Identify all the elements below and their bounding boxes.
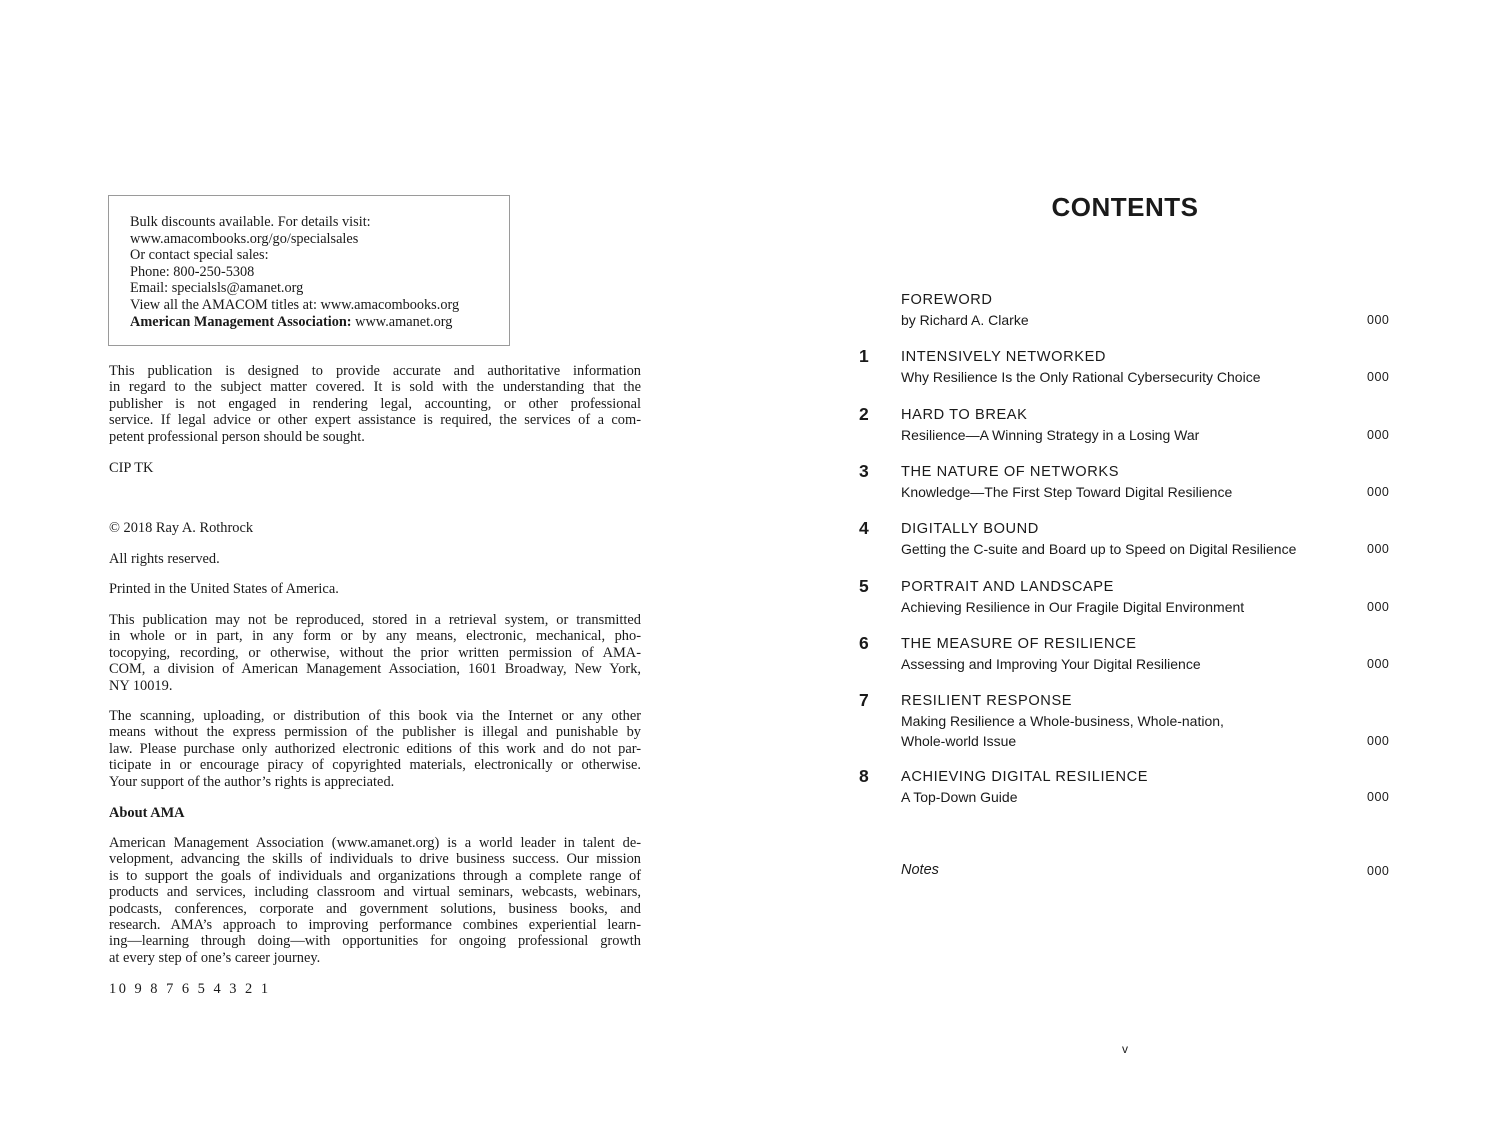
toc-entry-chapter-2[interactable] bbox=[859, 404, 1391, 445]
printed-in: Printed in the United States of America. bbox=[109, 581, 339, 597]
chapter-number: 6 bbox=[859, 633, 869, 653]
entry-title: FOREWORD bbox=[901, 292, 993, 308]
cip-text: CIP TK bbox=[109, 460, 154, 476]
entry-page-number: 000 bbox=[1367, 428, 1390, 442]
entry-subtitle: by Richard A. Clarke bbox=[901, 312, 1029, 328]
text-line: service. If legal advice or other expert assistance is required, the services of a com- bbox=[109, 412, 641, 429]
text-line: COM, a division of American Management Association, 1601 Broadway, New York, bbox=[109, 661, 641, 678]
toc-entry-foreword[interactable] bbox=[901, 291, 1391, 330]
text-line: at every step of one’s career journey. bbox=[109, 949, 321, 966]
disclaimer-paragraph bbox=[109, 363, 641, 445]
text-line: research. AMA’s approach to improving performance combines experiential learn- bbox=[109, 917, 641, 934]
text-line: law. Please purchase only authorized electronic editions of this work and do not par- bbox=[109, 740, 641, 757]
entry-title: HARD TO BREAK bbox=[901, 407, 1028, 423]
text-line: petent professional person should be sought. bbox=[109, 428, 365, 445]
entry-page-number: 000 bbox=[1367, 734, 1390, 748]
text-line: This publication may not be reproduced, stored in a retrieval system, or transmitted bbox=[109, 612, 641, 628]
scanning-paragraph bbox=[109, 708, 641, 790]
about-heading: About AMA bbox=[109, 805, 185, 821]
entry-title: THE MEASURE OF RESILIENCE bbox=[901, 636, 1137, 652]
printing-line: 10 9 8 7 6 5 4 3 2 1 bbox=[109, 981, 271, 997]
entry-subtitle-continued: Whole-world Issue bbox=[901, 733, 1017, 749]
entry-title: THE NATURE OF NETWORKS bbox=[901, 464, 1120, 480]
toc-entry-notes[interactable]: Notes bbox=[901, 862, 939, 878]
entry-subtitle: Making Resilience a Whole-business, Whole-nation, bbox=[901, 713, 1224, 729]
toc-entry-chapter-1[interactable] bbox=[859, 346, 1391, 387]
toc-entry-chapter-5[interactable] bbox=[859, 576, 1391, 617]
ama-url: www.amanet.org bbox=[351, 313, 453, 330]
entry-subtitle: Achieving Resilience in Our Fragile Digital Environment bbox=[901, 599, 1245, 615]
text-line: products and services, including classroom and virtual seminars, webcasts, webinars, bbox=[109, 884, 641, 901]
about-paragraph bbox=[109, 835, 641, 966]
bulk-line: View all the AMACOM titles at: www.amacombooks.org bbox=[130, 296, 460, 313]
text-line: This publication is designed to provide accurate and authoritative information bbox=[109, 363, 641, 379]
entry-subtitle: A Top-Down Guide bbox=[901, 789, 1018, 805]
text-line: is to support the goals of individuals and organizations through a complete range of bbox=[109, 867, 641, 884]
entry-title: INTENSIVELY NETWORKED bbox=[901, 349, 1107, 365]
entry-title: DIGITALLY BOUND bbox=[901, 521, 1039, 537]
chapter-number: 5 bbox=[859, 576, 869, 596]
entry-page-number: 000 bbox=[1367, 790, 1390, 804]
text-line: The scanning, uploading, or distribution of this book via the Internet or any other bbox=[109, 708, 641, 724]
entry-subtitle: Knowledge—The First Step Toward Digital Resilience bbox=[901, 484, 1233, 500]
notes-page-number: 000 bbox=[1367, 864, 1390, 878]
page-folio: v bbox=[1122, 1042, 1128, 1056]
entry-title: PORTRAIT AND LANDSCAPE bbox=[901, 579, 1114, 595]
entry-subtitle: Resilience—A Winning Strategy in a Losing War bbox=[901, 427, 1200, 443]
entry-title: ACHIEVING DIGITAL RESILIENCE bbox=[901, 769, 1149, 785]
toc-entry-chapter-6[interactable] bbox=[859, 633, 1391, 674]
rights-reserved: All rights reserved. bbox=[109, 551, 220, 567]
text-line: tocopying, recording, or otherwise, without the prior written permission of AMA- bbox=[109, 644, 641, 661]
chapter-number: 7 bbox=[859, 690, 869, 710]
bulk-line: Email: specialsls@amanet.org bbox=[130, 280, 304, 297]
bulk-line: Bulk discounts available. For details visit: bbox=[130, 214, 371, 230]
toc-entry-chapter-8[interactable] bbox=[859, 766, 1391, 807]
text-line: in regard to the subject matter covered. It is sold with the understanding that the bbox=[109, 379, 641, 396]
entry-subtitle: Why Resilience Is the Only Rational Cybersecurity Choice bbox=[901, 369, 1261, 385]
bulk-sales-box bbox=[108, 195, 510, 346]
chapter-number: 4 bbox=[859, 518, 869, 538]
copyright-notice: © 2018 Ray A. Rothrock bbox=[109, 520, 254, 536]
ama-bold-label: American Management Association: bbox=[130, 313, 352, 330]
text-line: publisher is not engaged in rendering legal, accounting, or other professional bbox=[109, 395, 641, 412]
chapter-number: 2 bbox=[859, 404, 869, 424]
toc-entry-chapter-3[interactable] bbox=[859, 461, 1391, 502]
bulk-line bbox=[130, 314, 499, 331]
entry-page-number: 000 bbox=[1367, 370, 1390, 384]
chapter-number: 8 bbox=[859, 766, 869, 786]
bulk-line: Or contact special sales: bbox=[130, 247, 269, 264]
toc-entry-chapter-4[interactable] bbox=[859, 518, 1391, 559]
entry-title: RESILIENT RESPONSE bbox=[901, 693, 1073, 709]
contents-page bbox=[750, 0, 1500, 1125]
text-line: means without the express permission of the publisher is illegal and punishable by bbox=[109, 724, 641, 741]
text-line: Your support of the author’s rights is appreciated. bbox=[109, 773, 395, 790]
text-line: podcasts, conferences, corporate and government solutions, business books, and bbox=[109, 900, 641, 917]
chapter-number: 3 bbox=[859, 461, 869, 481]
entry-page-number: 000 bbox=[1367, 657, 1390, 671]
page-title: CONTENTS bbox=[1051, 192, 1199, 222]
text-line: ticipate in or encourage piracy of copyrighted materials, electronically or otherwise. bbox=[109, 757, 641, 774]
entry-page-number: 000 bbox=[1367, 485, 1390, 499]
entry-page-number: 000 bbox=[1367, 542, 1390, 556]
entry-subtitle: Getting the C-suite and Board up to Speed on Digital Resilience bbox=[901, 541, 1297, 557]
bulk-line: www.amacombooks.org/go/specialsales bbox=[130, 230, 359, 247]
entry-subtitle: Assessing and Improving Your Digital Resilience bbox=[901, 656, 1201, 672]
entry-page-number: 000 bbox=[1367, 600, 1390, 614]
text-line: ing—learning through doing—with opportunities for ongoing professional growth bbox=[109, 933, 641, 950]
entry-page-number: 000 bbox=[1367, 313, 1390, 327]
text-line: in whole or in part, in any form or by any means, electronic, mechanical, pho- bbox=[109, 628, 641, 645]
text-line: velopment, advancing the skills of individuals to drive business success. Our mission bbox=[109, 851, 641, 868]
text-line: American Management Association (www.amanet.org) is a world leader in talent de- bbox=[109, 835, 641, 851]
bulk-line: Phone: 800-250-5308 bbox=[130, 263, 255, 280]
text-line: NY 10019. bbox=[109, 677, 173, 694]
toc-entry-chapter-7[interactable] bbox=[859, 690, 1391, 751]
chapter-number: 1 bbox=[859, 346, 869, 366]
reproduction-paragraph bbox=[109, 612, 641, 694]
